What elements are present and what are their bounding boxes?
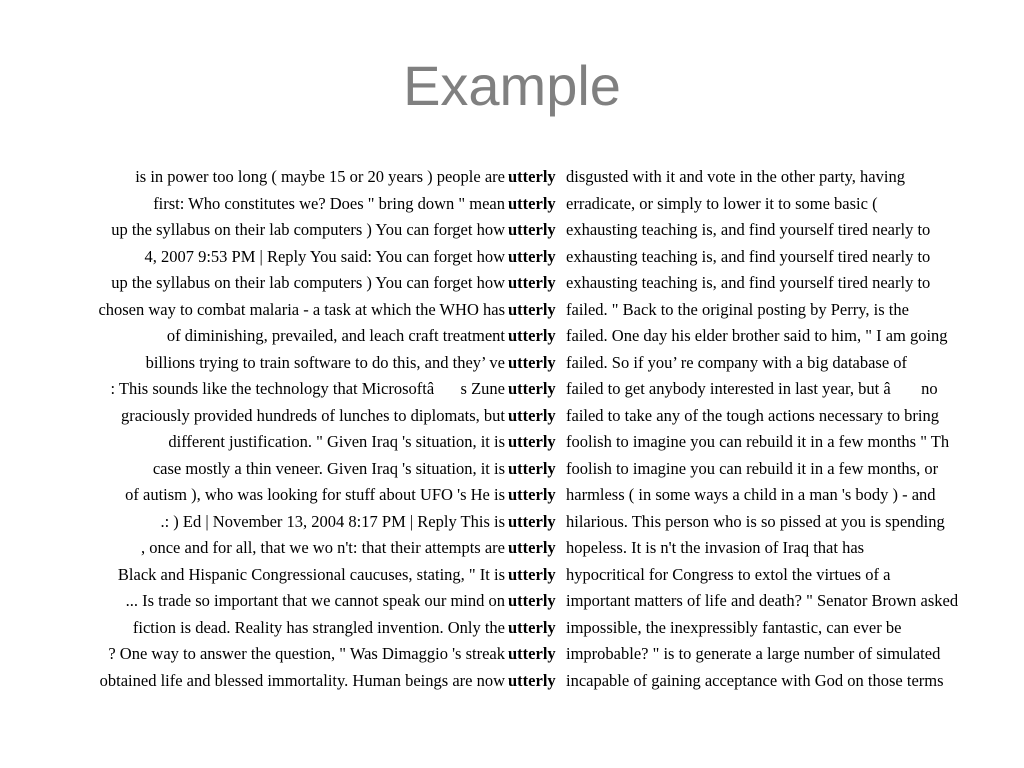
keyword: utterly — [508, 644, 556, 663]
left-context: : This sounds like the technology that Microsoftâs Zune — [110, 379, 505, 398]
right-context: incapable of gaining acceptance with God on those terms — [566, 670, 944, 690]
concordance-line — [0, 244, 1000, 271]
right-context: foolish to imagine you can rebuild it in a few months " Th — [566, 432, 950, 451]
left-context: different justification. " Given Iraq 's situation, it is — [168, 432, 505, 451]
left-context: ... Is trade so important that we cannot speak our mind on — [125, 591, 505, 610]
right-context: failed to take any of the tough actions necessary to bring — [566, 405, 939, 425]
right-context: failed. One day his elder brother said to him, " I am going — [566, 326, 948, 345]
keyword: utterly — [508, 273, 556, 292]
concordance-line — [0, 482, 1000, 509]
left-context: case mostly a thin veneer. Given Iraq 's situation, it is — [152, 458, 505, 478]
concordance-line — [0, 191, 1000, 218]
right-context: harmless ( in some ways a child in a man 's body ) - and — [566, 485, 936, 504]
keyword: utterly — [508, 458, 556, 478]
right-context: foolish to imagine you can rebuild it in a few months, or — [566, 458, 939, 478]
concordance-line — [0, 588, 1000, 615]
concordance-line — [0, 403, 1000, 430]
keyword: utterly — [508, 432, 556, 451]
concordance-line — [0, 668, 1000, 695]
concordance-line — [0, 456, 1000, 483]
left-context: first: Who constitutes we? Does " bring down " mean — [153, 193, 505, 213]
concordance-line — [0, 350, 1000, 377]
right-context: improbable? " is to generate a large number of simulated — [566, 644, 941, 663]
keyword: utterly — [508, 564, 556, 584]
right-context: failed. " Back to the original posting by Perry, is the — [566, 299, 909, 319]
left-context: ? One way to answer the question, " Was Dimaggio 's streak — [108, 644, 505, 663]
left-context: up the syllabus on their lab computers ) You can forget how — [111, 273, 505, 292]
keyword: utterly — [508, 379, 556, 398]
right-context: exhausting teaching is, and find yourself tired nearly to — [566, 246, 931, 266]
concordance-line — [0, 270, 1000, 297]
right-context: exhausting teaching is, and find yourself tired nearly to — [566, 273, 931, 292]
keyword: utterly — [508, 193, 556, 213]
keyword: utterly — [508, 591, 556, 610]
keyword: utterly — [508, 246, 556, 266]
left-context: chosen way to combat malaria - a task at which the WHO has — [98, 299, 505, 319]
concordance-line — [0, 509, 1000, 536]
concordance-line — [0, 164, 1000, 191]
left-context: up the syllabus on their lab computers ) You can forget how — [111, 220, 505, 239]
left-context: 4, 2007 9:53 PM | Reply You said: You can forget how — [144, 246, 505, 266]
right-context: exhausting teaching is, and find yourself tired nearly to — [566, 220, 931, 239]
left-context: Black and Hispanic Congressional caucuses, stating, " It is — [117, 564, 505, 584]
concordance-line — [0, 376, 1000, 403]
right-context: disgusted with it and vote in the other party, having — [566, 167, 905, 186]
right-context: impossible, the inexpressibly fantastic, can ever be — [566, 617, 902, 637]
left-context: is in power too long ( maybe 15 or 20 years ) people are — [135, 167, 505, 186]
left-context: fiction is dead. Reality has strangled invention. Only the — [132, 617, 505, 637]
concordance-line — [0, 323, 1000, 350]
right-context: hilarious. This person who is so pissed at you is spending — [566, 511, 945, 531]
keyword: utterly — [508, 405, 556, 425]
keyword: utterly — [508, 299, 556, 319]
right-context: hopeless. It is n't the invasion of Iraq that has — [566, 538, 865, 557]
keyword: utterly — [508, 220, 556, 239]
keyword: utterly — [508, 670, 556, 690]
concordance-line — [0, 297, 1000, 324]
keyword: utterly — [508, 167, 556, 186]
keyword: utterly — [508, 352, 556, 372]
left-context: of diminishing, prevailed, and leach craft treatment — [166, 326, 505, 345]
concordance-line — [0, 641, 1000, 668]
right-context: important matters of life and death? " Senator Brown asked — [566, 591, 959, 610]
left-context: , once and for all, that we wo n't: that their attempts are — [140, 538, 505, 557]
right-context: erradicate, or simply to lower it to some basic ( — [566, 193, 878, 213]
concordance-line — [0, 535, 1000, 562]
right-context: failed. So if you’ re company with a big database of — [566, 352, 908, 372]
concordance-line — [0, 217, 1000, 244]
keyword: utterly — [508, 485, 556, 504]
keyword: utterly — [508, 326, 556, 345]
left-context: .: ) Ed | November 13, 2004 8:17 PM | Reply This is — [160, 511, 505, 531]
left-context: billions trying to train software to do this, and they’ ve — [145, 352, 505, 372]
keyword: utterly — [508, 538, 556, 557]
left-context: graciously provided hundreds of lunches to diplomats, but — [120, 405, 505, 425]
left-context: of autism ), who was looking for stuff about UFO 's He is — [125, 485, 505, 504]
concordance-list — [0, 164, 1000, 694]
keyword: utterly — [508, 511, 556, 531]
slide-title: Example — [403, 54, 621, 117]
right-context: hypocritical for Congress to extol the virtues of a — [566, 564, 891, 584]
keyword: utterly — [508, 617, 556, 637]
left-context: obtained life and blessed immortality. Human beings are now — [99, 670, 505, 690]
concordance-line — [0, 562, 1000, 589]
concordance-line — [0, 429, 1000, 456]
concordance-line — [0, 615, 1000, 642]
right-context: failed to get anybody interested in last year, but â no — [566, 379, 938, 398]
